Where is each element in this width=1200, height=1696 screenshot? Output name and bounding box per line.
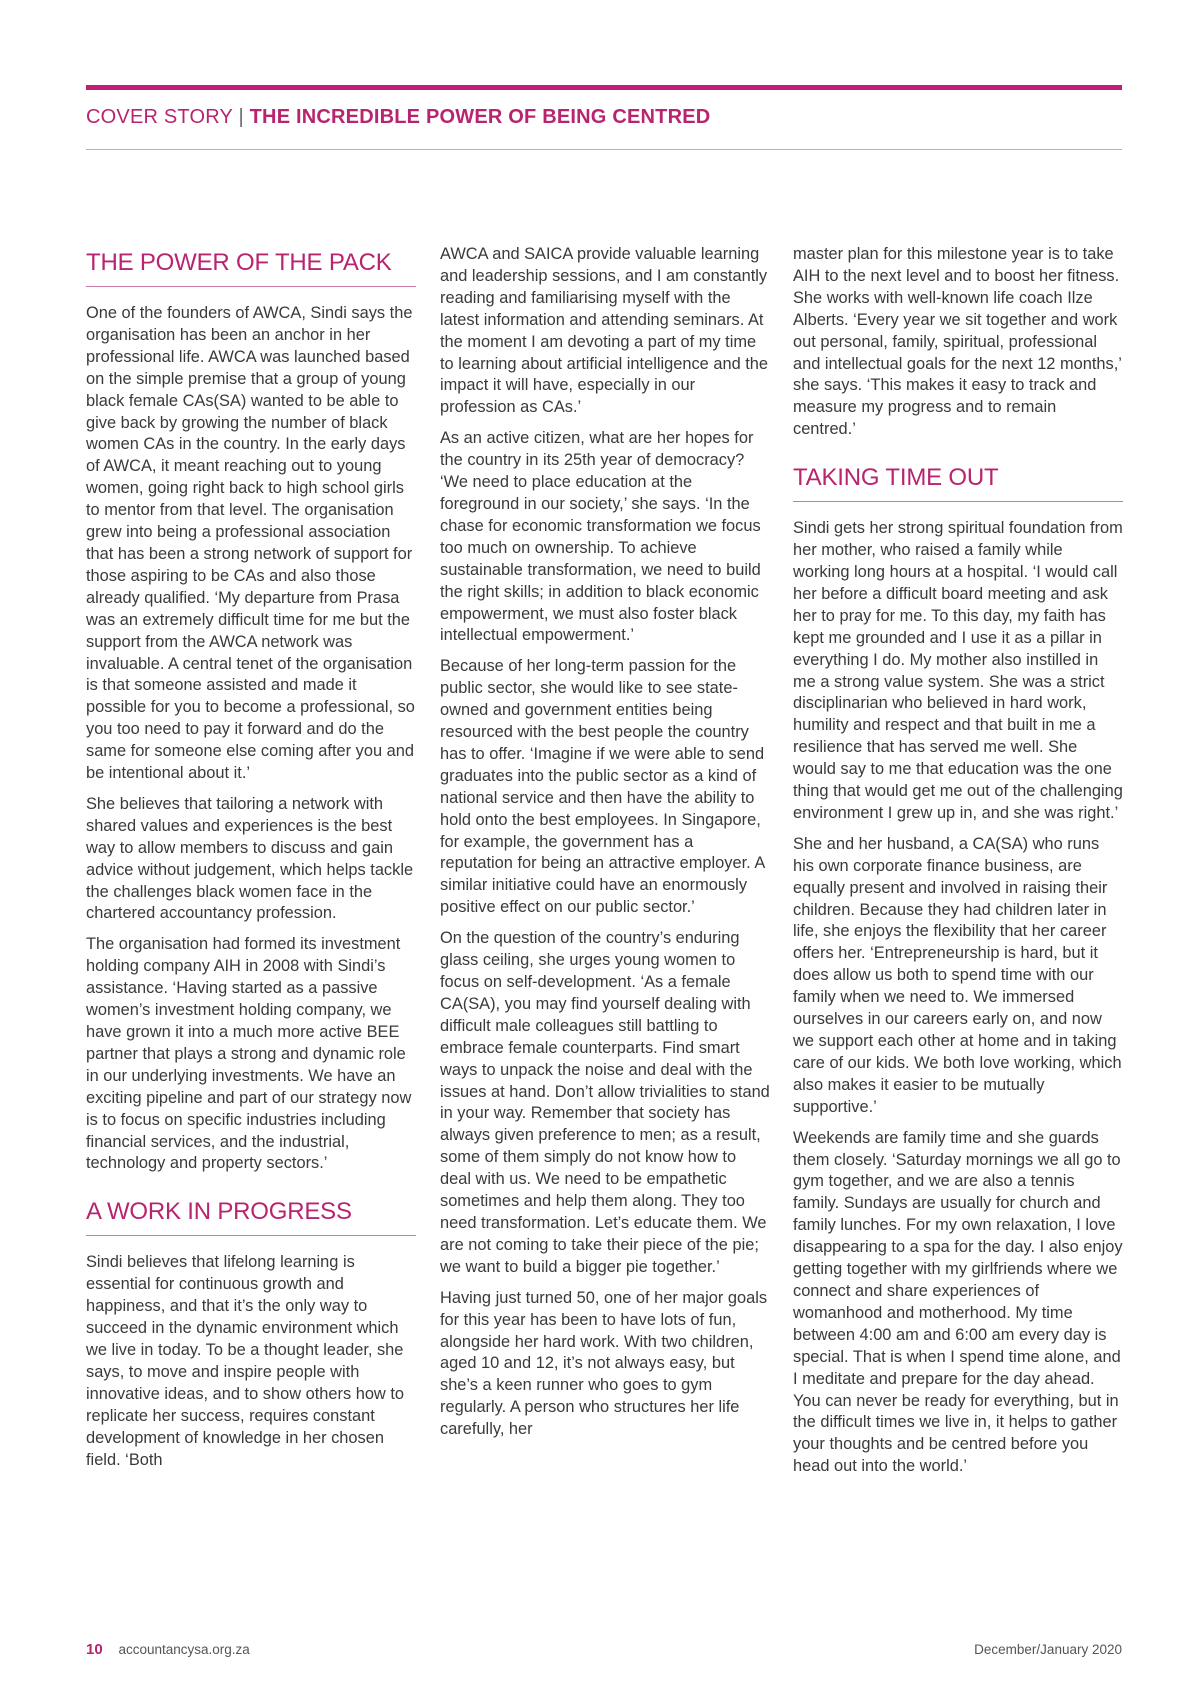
issue-date: December/January 2020 xyxy=(974,1642,1122,1657)
paragraph: Because of her long-term passion for the public sector, she would like to see state-owned and government entities being resourced with the best people the country has to offer. ‘Imagine if we were able to send graduates into the public sector as a kind of national service and then have the ability to hold onto the best employees. In Singapore, for example, the government has a reputation for being an attractive employer. A similar initiative could have an enormously positive effect on our public sector.’ xyxy=(440,657,765,917)
column-3 xyxy=(793,244,1123,1487)
paragraph: master plan for this milestone year is to take AIH to the next level and to boost her fitness. She works with well-known life coach Ilze Alberts. ‘Every year we sit together and work out personal, family, spiritual, professional and intellectual goals for the next 12 months,’ she says. ‘This makes it easy to track and measure my progress and to remain centred.’ xyxy=(793,245,1122,439)
heading-power-of-the-pack: THE POWER OF THE PACK xyxy=(86,249,392,276)
top-accent-bar xyxy=(86,85,1122,90)
header-divider xyxy=(86,149,1122,150)
column-2 xyxy=(440,244,770,1450)
section-label: COVER STORY xyxy=(86,106,233,128)
heading-work-in-progress: A WORK IN PROGRESS xyxy=(86,1198,352,1226)
website-link[interactable]: accountancysa.org.za xyxy=(118,1642,250,1657)
page-number: 10 xyxy=(86,1641,103,1658)
header-separator: | xyxy=(238,106,244,128)
heading-underline xyxy=(793,501,1123,502)
heading-underline xyxy=(86,1235,416,1236)
paragraph: She and her husband, a CA(SA) who runs his own corporate finance business, are equally present and involved in raising their children. Because they had children later in life, she enjoys the flexibility that her career offers her. ‘Entrepreneurship is hard, but it does allow us both to spend time with our family when we need to. We immersed ourselves in our careers early on, and now we support each other at home and in taking care of our kids. We both love working, which also makes it easier to be mutually supportive.’ xyxy=(793,834,1122,1116)
heading-taking-time-out: TAKING TIME OUT xyxy=(793,464,999,492)
heading-underline xyxy=(86,286,416,287)
page-footer xyxy=(86,1641,1122,1658)
paragraph: On the question of the country’s enduring glass ceiling, she urges young women to focus on self-development. ‘As a female CA(SA), you may find yourself dealing with difficult male colleagues still battling to embrace female counterparts. Find smart ways to unpack the noise and deal with the issues at hand. Don’t allow trivialities to stand in your way. Remember that society has always given preference to men; as a result, some of them simply do not know how to deal with us. We need to be empathetic sometimes and help them along. They too need transformation. Let’s educate them. We are not coming to take their piece of the pie; we want to build a bigger pie together.’ xyxy=(440,929,770,1276)
paragraph: Sindi gets her strong spiritual foundation from her mother, who raised a family while working long hours at a hospital. ‘I would call her before a difficult board meeting and ask her to pray for me. To this day, my faith has kept me grounded and I use it as a pillar in everything I do. My mother also instilled in me a strong value system. She was a strict disciplinarian who believed in hard work, humility and respect and that built in me a resilience that has served me well. She would say to me that education was the one thing that would get me out of the challenging environment I grew up in, and she was right.’ xyxy=(793,519,1123,822)
article-title: THE INCREDIBLE POWER OF BEING CENTRED xyxy=(249,106,711,128)
column-1 xyxy=(86,244,416,1480)
running-header xyxy=(86,106,1122,129)
paragraph: Weekends are family time and she guards them closely. ‘Saturday mornings we all go to gym together, and we are also a tennis family. Sundays are usually for church and family lunches. For my own relaxation, I love disappearing to a spa for the day. I also enjoy getting together with my girlfriends where we connect and share experiences of womanhood and motherhood. My time between 4:00 am and 6:00 am every day is special. That is when I spend time alone, and I meditate and prepare for the day ahead. You can never be ready for everything, but in the difficult times we live in, it helps to gather your thoughts and be centred before you head out into the world.’ xyxy=(793,1128,1123,1476)
paragraph: One of the founders of AWCA, Sindi says the organisation has been an anchor in her professional life. AWCA was launched based on the simple premise that a group of young black female CAs(SA) wanted to be able to give back by growing the number of black women CAs in the country. In the early days of AWCA, it meant reaching out to young women, going right back to high school girls to mentor from that level. The organisation grew into being a professional association that has been a strong network of support for those aspiring to be CAs and also those already qualified. ‘My departure from Prasa was an extremely difficult time for me but the support from the AWCA network was invaluable. A central tenet of the organisation is that someone assisted and made it possible for you to become a professional, so you too need to pay it forward and do the same for someone else coming after you and be intentional about it.’ xyxy=(86,304,415,783)
paragraph: The organisation had formed its investment holding company AIH in 2008 with Sindi’s assistance. ‘Having started as a passive women’s investment holding company, we have grown it into a much more active BEE partner that plays a strong and dynamic role in our underlying investments. We have an exciting pipeline and part of our strategy now is to focus on specific industries including financial services, and the industrial, technology and property sectors.’ xyxy=(86,935,412,1173)
paragraph: She believes that tailoring a network with shared values and experiences is the best way to allow members to discuss and gain advice without judgement, which helps tackle the challenges black women face in the chartered accountancy profession. xyxy=(86,794,414,923)
paragraph: As an active citizen, what are her hopes for the country in its 25th year of democracy? ‘We need to place education at the foreground in our society,’ she says. ‘In the chase for economic transformation we focus too much on ownership. To achieve sustainable transformation, we need to build the right skills; in addition to black economic empowerment, we must also foster black intellectual empowerment.’ xyxy=(440,429,761,645)
paragraph: AWCA and SAICA provide valuable learning and leadership sessions, and I am constantly reading and familiarising myself with the latest information and attending seminars. At the moment I am devoting a part of my time to learning about artificial intelligence and the impact it will have, especially in our profession as CAs.’ xyxy=(440,245,769,417)
paragraph: Sindi believes that lifelong learning is essential for continuous growth and happiness, and that it’s the only way to succeed in the dynamic environment which we live in today. To be a thought leader, she says, to move and inspire people with innovative ideas, and to show others how to replicate her success, requires constant development of knowledge in her chosen field. ‘Both xyxy=(86,1253,404,1469)
paragraph: Having just turned 50, one of her major goals for this year has been to have lots of fun, alongside her hard work. With two children, aged 10 and 12, it’s not always easy, but she’s a keen runner who goes to gym regularly. A person who structures her life carefully, her xyxy=(440,1288,768,1439)
